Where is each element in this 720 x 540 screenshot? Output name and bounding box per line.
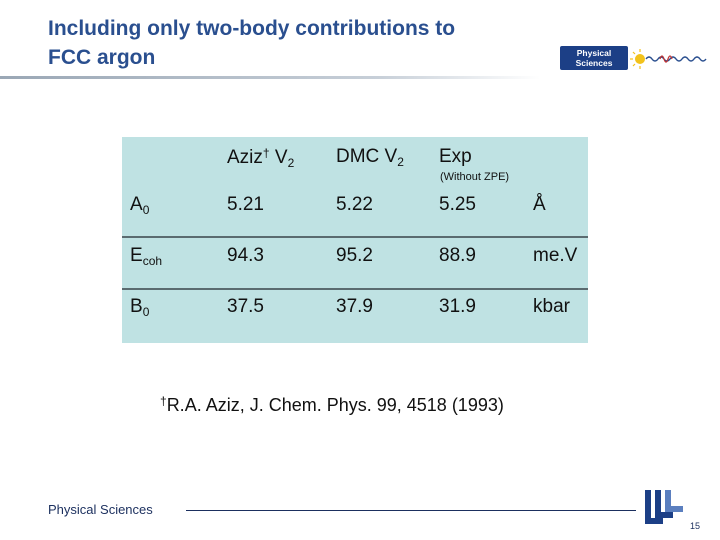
cell-b0-exp: 31.9 bbox=[439, 296, 476, 317]
row-divider bbox=[122, 236, 588, 238]
header-exp: Exp bbox=[439, 146, 472, 167]
header-exp-note: (Without ZPE) bbox=[440, 171, 510, 183]
cell-ecoh-unit: me.V bbox=[533, 245, 578, 266]
footer-label: Physical Sciences bbox=[48, 502, 153, 517]
row-label-a0: $A_0$ bbox=[130, 194, 150, 217]
lab-logo-icon bbox=[643, 488, 685, 528]
header-dmc-v2: DMC $V_2$ bbox=[336, 146, 404, 169]
logo-line-2: Sciences bbox=[575, 58, 613, 68]
cell-b0-dmc: 37.9 bbox=[336, 296, 373, 317]
cell-a0-unit: Å bbox=[533, 194, 546, 215]
slide-title-line-1: Including only two-body contributions to bbox=[48, 17, 456, 40]
cell-ecoh-exp: 88.9 bbox=[439, 245, 476, 266]
logo-badge bbox=[560, 46, 628, 70]
sun-wave-icon bbox=[630, 46, 710, 72]
cell-b0-unit: kbar bbox=[533, 296, 570, 317]
cell-b0-aziz: 37.5 bbox=[227, 296, 264, 317]
cell-ecoh-aziz: 94.3 bbox=[227, 245, 264, 266]
slide-title bbox=[48, 14, 568, 72]
footer-divider bbox=[186, 510, 636, 511]
physical-sciences-logo bbox=[560, 46, 710, 72]
title-divider bbox=[0, 76, 540, 79]
cell-ecoh-dmc: 95.2 bbox=[336, 245, 373, 266]
cell-a0-exp: 5.25 bbox=[439, 194, 476, 215]
header-aziz-v2: Aziz† $V_2$ bbox=[227, 146, 295, 170]
cell-a0-aziz: 5.21 bbox=[227, 194, 264, 215]
logo-line-1: Physical bbox=[576, 48, 612, 58]
cell-a0-dmc: 5.22 bbox=[336, 194, 373, 215]
page-number: 15 bbox=[690, 521, 701, 531]
reference-footnote: †R.A. Aziz, J. Chem. Phys. 99, 4518 (1993) bbox=[160, 394, 504, 415]
slide-title-line-2: FCC argon bbox=[48, 46, 156, 69]
row-divider bbox=[122, 288, 588, 290]
row-label-b0: $B_0$ bbox=[130, 296, 150, 319]
row-label-ecoh: $E_{coh}$ bbox=[130, 245, 163, 268]
